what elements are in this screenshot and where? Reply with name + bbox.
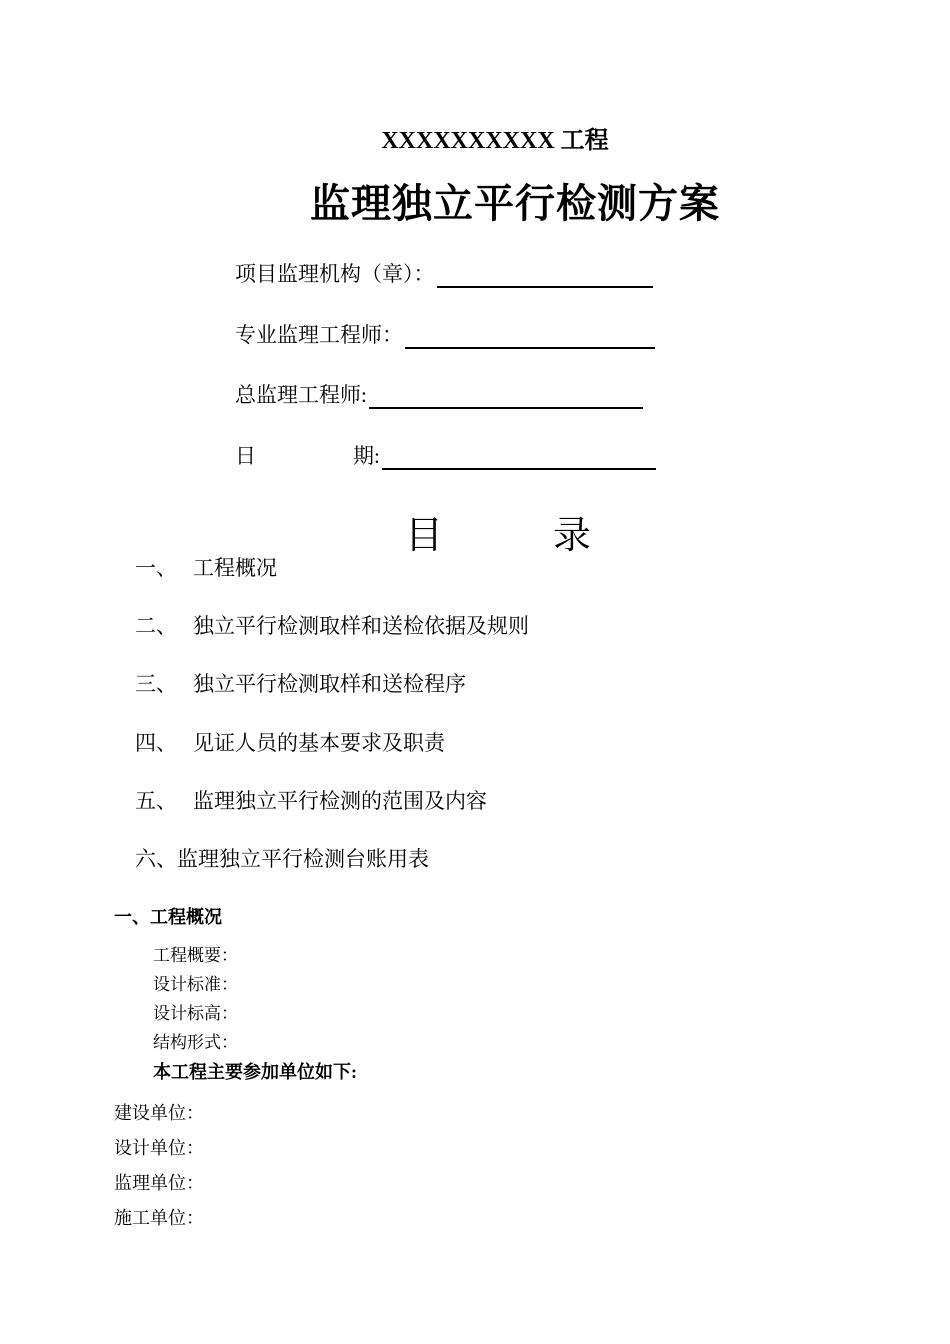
signature-row-institution	[235, 258, 653, 288]
project-title: XXXXXXXXXX 工程	[381, 128, 609, 154]
signature-blank-line	[382, 444, 656, 470]
toc-item	[135, 610, 529, 640]
toc-item-number: 一、	[135, 556, 177, 580]
signature-row-date	[235, 440, 656, 470]
overview-field: 结构形式：	[153, 1033, 238, 1052]
section-heading: 一、工程概况	[114, 907, 222, 927]
toc-item-text: 见证人员的基本要求及职责	[193, 731, 445, 755]
toc-item-number: 五、	[135, 789, 177, 813]
toc-item-number: 二、	[135, 614, 177, 638]
signature-blank-line	[405, 323, 655, 349]
signature-label: 专业监理工程师：	[235, 323, 403, 347]
signature-label: 日	[235, 444, 256, 468]
document-title: 监理独立平行检测方案	[310, 181, 720, 226]
toc-item-number: 三、	[135, 672, 177, 696]
toc-item-text: 六、监理独立平行检测台账用表	[135, 847, 429, 871]
signature-blank-line	[369, 383, 643, 409]
signature-blank-line	[437, 262, 653, 288]
participant-unit: 施工单位：	[114, 1208, 204, 1228]
signature-label: 项目监理机构（章）：	[235, 262, 435, 286]
toc-heading-char: 目	[405, 515, 444, 557]
toc-item	[135, 843, 429, 873]
participant-unit: 建设单位：	[114, 1103, 204, 1123]
toc-item-text: 独立平行检测取样和送检依据及规则	[193, 614, 529, 638]
toc-heading-char: 录	[553, 515, 592, 557]
toc-item	[135, 668, 466, 698]
toc-item-text: 监理独立平行检测的范围及内容	[193, 789, 487, 813]
overview-field: 工程概要：	[153, 946, 238, 965]
toc-item-number: 四、	[135, 731, 177, 755]
participant-unit: 监理单位：	[114, 1173, 204, 1193]
toc-item	[135, 727, 445, 757]
signature-row-specialist	[235, 319, 655, 349]
toc-heading	[405, 504, 591, 559]
toc-item-text: 工程概况	[193, 556, 277, 580]
overview-field: 设计标高：	[153, 1004, 238, 1023]
toc-item	[135, 785, 487, 815]
participant-unit: 设计单位：	[114, 1138, 204, 1158]
signature-row-chief	[235, 379, 643, 409]
participants-heading: 本工程主要参加单位如下:	[153, 1062, 357, 1082]
toc-item-text: 独立平行检测取样和送检程序	[193, 672, 466, 696]
signature-label: 总监理工程师:	[235, 383, 367, 407]
overview-field: 设计标准：	[153, 975, 238, 994]
signature-label: 期:	[353, 444, 380, 468]
toc-item	[135, 552, 277, 582]
